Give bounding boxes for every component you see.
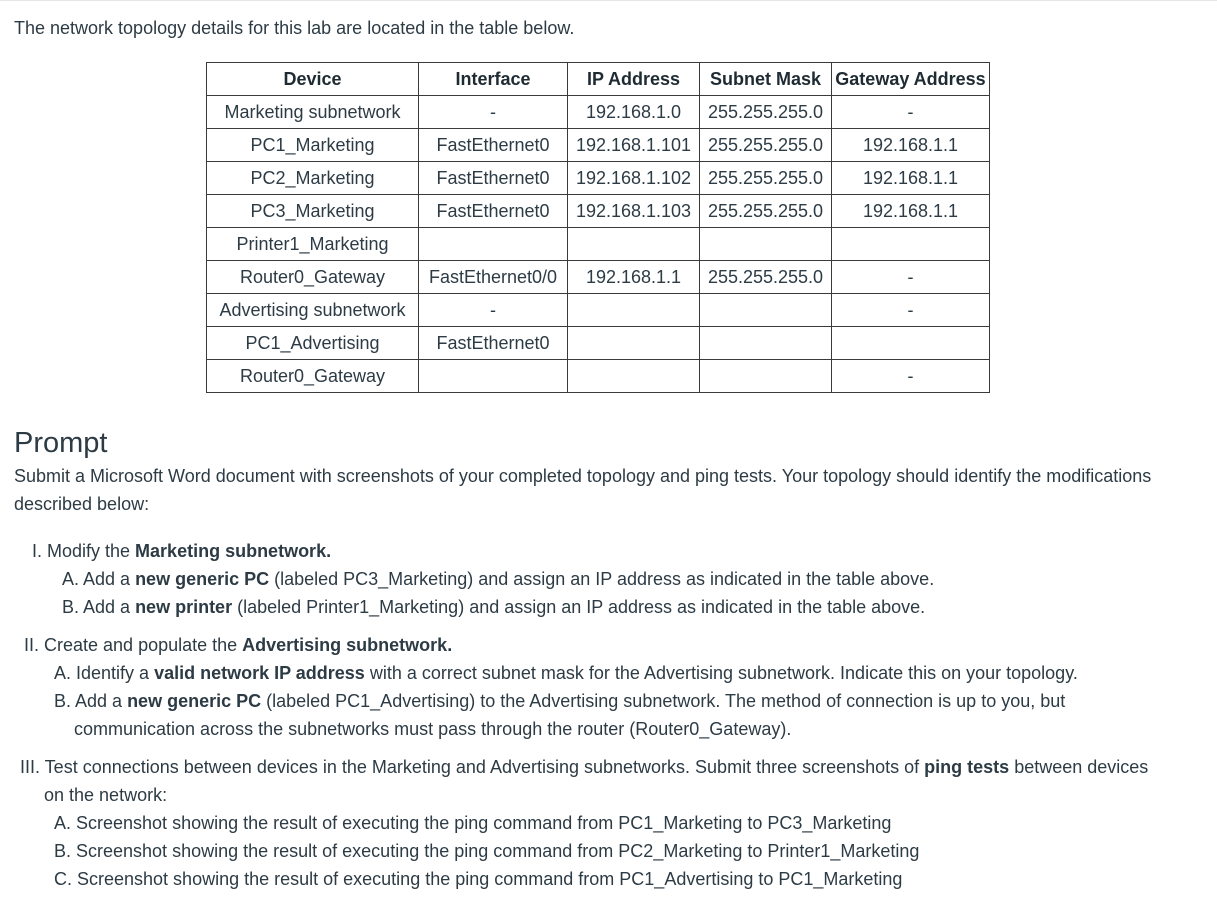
cell-subnet-mask: 255.255.255.0 xyxy=(700,96,832,129)
cell-ip-address xyxy=(568,294,700,327)
cell-interface: FastEthernet0 xyxy=(419,195,568,228)
item-text: (labeled PC3_Marketing) and assign an IP address as indicated in the table above. xyxy=(269,569,935,589)
section-3-item-b: B. Screenshot showing the result of executing the ping command from PC2_Marketing to Printer1_Marketing xyxy=(54,841,920,861)
header-device: Device xyxy=(207,63,419,96)
cell-ip-address: 192.168.1.1 xyxy=(568,261,700,294)
item-text: with a correct subnet mask for the Advertising subnetwork. Indicate this on your topology. xyxy=(364,663,1078,683)
section-1-heading xyxy=(32,537,1202,565)
item-text: A. Identify a xyxy=(54,663,155,683)
item-bold: new printer xyxy=(135,597,233,617)
top-divider xyxy=(0,0,1217,1)
cell-ip-address: 192.168.1.101 xyxy=(568,129,700,162)
cell-ip-address: 192.168.1.102 xyxy=(568,162,700,195)
cell-interface: FastEthernet0/0 xyxy=(419,261,568,294)
table-row xyxy=(207,129,990,162)
table-header-row xyxy=(207,63,990,96)
table-row xyxy=(207,261,990,294)
cell-subnet-mask xyxy=(700,228,832,261)
cell-subnet-mask: 255.255.255.0 xyxy=(700,162,832,195)
table-row xyxy=(207,162,990,195)
cell-device: Advertising subnetwork xyxy=(207,294,419,327)
intro-text: The network topology details for this lab are located in the table below. xyxy=(14,18,575,38)
cell-gateway-address xyxy=(832,228,990,261)
cell-interface: - xyxy=(419,294,568,327)
item-text: (labeled PC1_Advertising) to the Advertising subnetwork. The method of connection is up to you, but xyxy=(261,691,1066,711)
section-2-heading xyxy=(24,631,1194,659)
cell-interface: - xyxy=(419,96,568,129)
item-bold: new generic PC xyxy=(135,569,270,589)
table-row xyxy=(207,360,990,393)
cell-interface: FastEthernet0 xyxy=(419,129,568,162)
header-gateway-address: Gateway Address xyxy=(832,63,990,96)
cell-interface xyxy=(419,228,568,261)
cell-interface: FastEthernet0 xyxy=(419,162,568,195)
cell-interface: FastEthernet0 xyxy=(419,327,568,360)
cell-gateway-address xyxy=(832,327,990,360)
section-3-lead: III. Test connections between devices in the Marketing and Advertising subnetworks. Submit three screenshots of xyxy=(20,757,925,777)
section-2-item-a xyxy=(54,659,1194,687)
item-bold: valid network IP address xyxy=(154,663,365,683)
cell-gateway-address: - xyxy=(832,261,990,294)
cell-subnet-mask xyxy=(700,294,832,327)
cell-gateway-address: 192.168.1.1 xyxy=(832,129,990,162)
cell-gateway-address: 192.168.1.1 xyxy=(832,195,990,228)
cell-device: PC3_Marketing xyxy=(207,195,419,228)
item-bold: new generic PC xyxy=(127,691,262,711)
cell-device: PC1_Marketing xyxy=(207,129,419,162)
cell-device: Router0_Gateway xyxy=(207,360,419,393)
cell-interface xyxy=(419,360,568,393)
prompt-description: Submit a Microsoft Word document with screenshots of your completed topology and ping tests. Your topology should identify the modifications described below: xyxy=(14,466,1152,514)
cell-device: Router0_Gateway xyxy=(207,261,419,294)
section-3-heading-cont: on the network: xyxy=(44,785,168,805)
item-text: B. Add a xyxy=(62,597,136,617)
prompt-title: Prompt xyxy=(14,427,108,459)
section-1-bold: Marketing subnetwork. xyxy=(135,541,332,561)
section-3-item-c: C. Screenshot showing the result of executing the ping command from PC1_Advertising to PC1_Marketing xyxy=(54,869,903,889)
cell-subnet-mask: 255.255.255.0 xyxy=(700,261,832,294)
cell-device: PC2_Marketing xyxy=(207,162,419,195)
header-subnet-mask: Subnet Mask xyxy=(700,63,832,96)
section-3-item-a: A. Screenshot showing the result of executing the ping command from PC1_Marketing to PC3_Marketing xyxy=(54,813,892,833)
cell-ip-address xyxy=(568,360,700,393)
cell-subnet-mask: 255.255.255.0 xyxy=(700,129,832,162)
table-row xyxy=(207,327,990,360)
cell-ip-address xyxy=(568,327,700,360)
header-interface: Interface xyxy=(419,63,568,96)
cell-ip-address: 192.168.1.103 xyxy=(568,195,700,228)
section-3-bold: ping tests xyxy=(924,757,1010,777)
section-2 xyxy=(24,631,1194,743)
table-row xyxy=(207,96,990,129)
cell-subnet-mask xyxy=(700,360,832,393)
table-body xyxy=(207,96,990,393)
section-2-bold: Advertising subnetwork. xyxy=(242,635,453,655)
cell-ip-address xyxy=(568,228,700,261)
cell-gateway-address: - xyxy=(832,96,990,129)
table-row xyxy=(207,195,990,228)
table-row xyxy=(207,228,990,261)
section-1 xyxy=(32,537,1202,621)
section-2-item-b xyxy=(54,687,1194,715)
item-text: (labeled Printer1_Marketing) and assign an IP address as indicated in the table above. xyxy=(232,597,926,617)
section-1-lead: I. Modify the xyxy=(32,541,136,561)
cell-ip-address: 192.168.1.0 xyxy=(568,96,700,129)
cell-device: Marketing subnetwork xyxy=(207,96,419,129)
section-3-heading xyxy=(20,753,1190,781)
section-3 xyxy=(20,753,1190,893)
header-ip-address: IP Address xyxy=(568,63,700,96)
section-2-item-b-cont: communication across the subnetworks must pass through the router (Router0_Gateway). xyxy=(74,719,792,739)
cell-device: Printer1_Marketing xyxy=(207,228,419,261)
section-3-post: between devices xyxy=(1009,757,1149,777)
section-1-item-a xyxy=(62,565,1202,593)
topology-table xyxy=(206,62,990,393)
cell-subnet-mask xyxy=(700,327,832,360)
cell-gateway-address: - xyxy=(832,294,990,327)
item-text: B. Add a xyxy=(54,691,128,711)
section-2-lead: II. Create and populate the xyxy=(24,635,243,655)
cell-gateway-address: - xyxy=(832,360,990,393)
table-row xyxy=(207,294,990,327)
cell-subnet-mask: 255.255.255.0 xyxy=(700,195,832,228)
item-text: A. Add a xyxy=(62,569,136,589)
cell-device: PC1_Advertising xyxy=(207,327,419,360)
cell-gateway-address: 192.168.1.1 xyxy=(832,162,990,195)
section-1-item-b xyxy=(62,593,1202,621)
